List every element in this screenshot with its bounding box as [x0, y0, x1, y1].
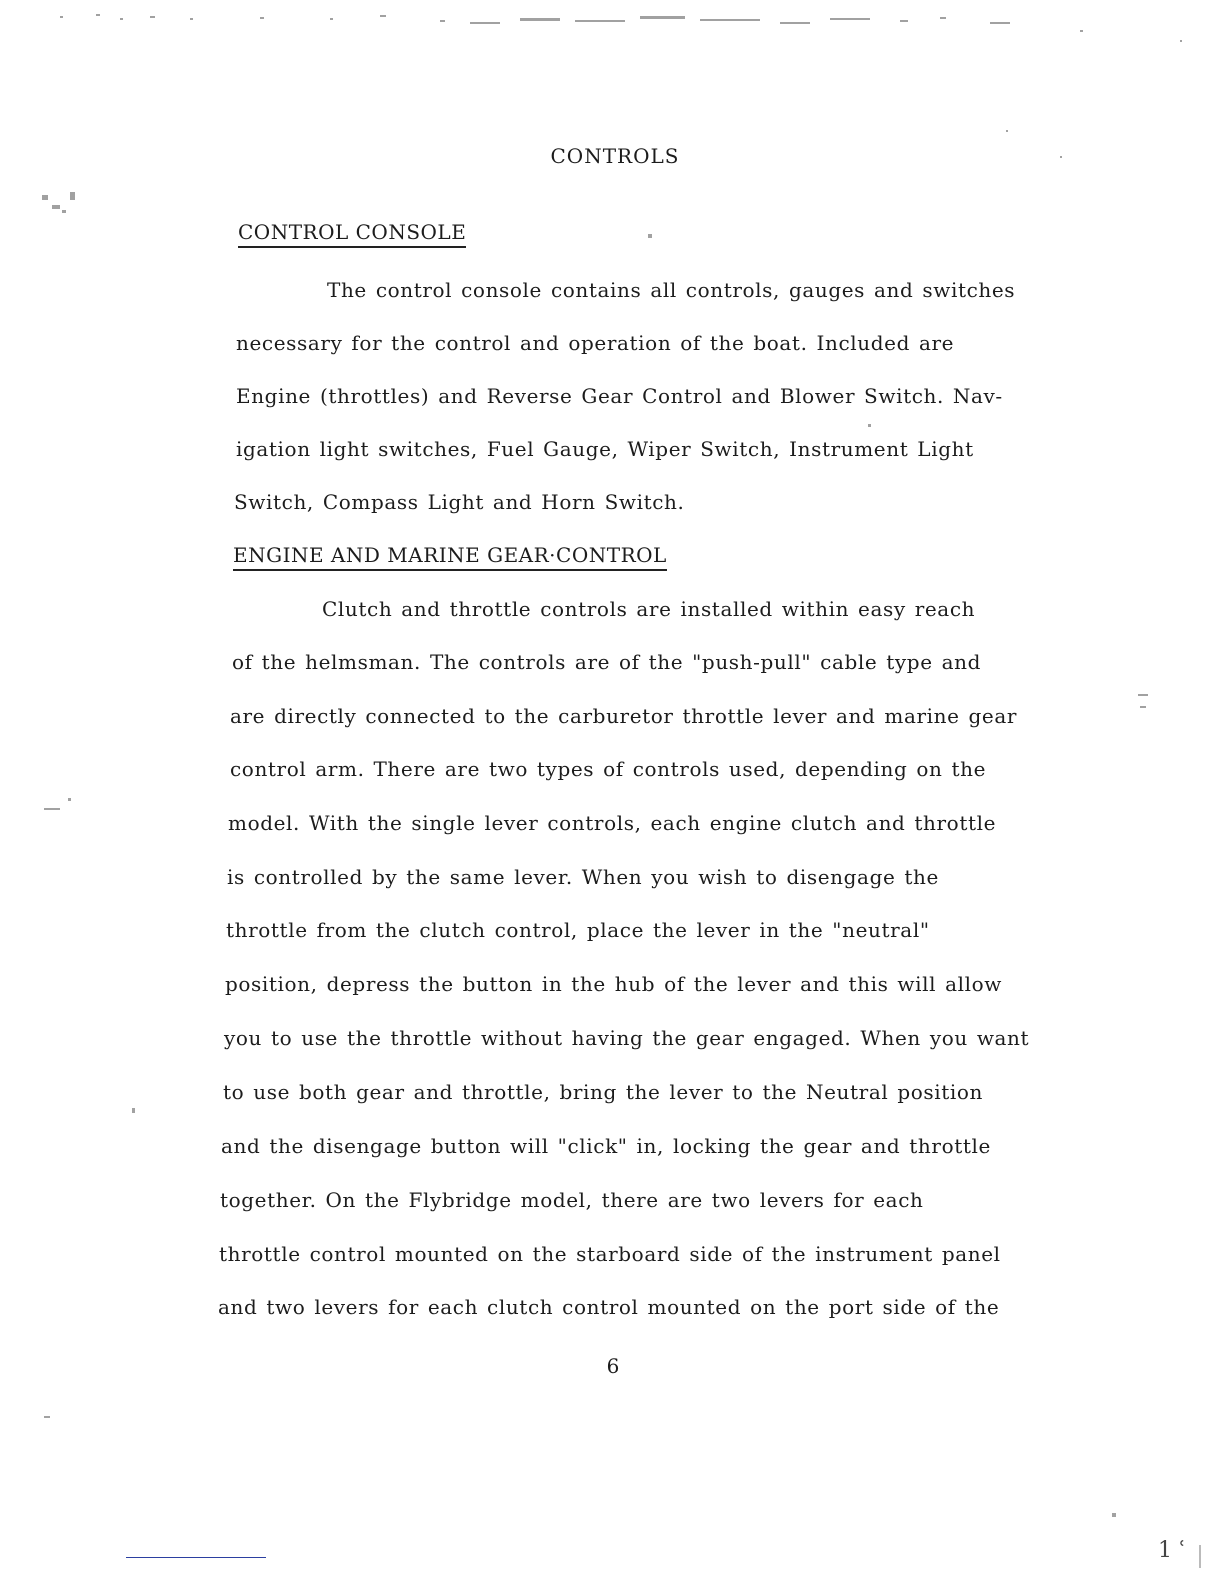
paragraph-line: you to use the throttle without having the gear engaged. When you want [224, 1026, 1030, 1050]
paragraph-line: is controlled by the same lever. When you wish to disengage the [227, 865, 939, 889]
paragraph-line: Switch, Compass Light and Horn Switch. [234, 490, 685, 514]
paragraph-line: Engine (throttles) and Reverse Gear Control and Blower Switch. Nav- [236, 384, 1003, 408]
page-number: 6 [606, 1354, 620, 1378]
paragraph-line: and the disengage button will "click" in, locking the gear and throttle [221, 1134, 991, 1158]
paragraph-line: igation light switches, Fuel Gauge, Wiper Switch, Instrument Light [236, 437, 974, 461]
paragraph-line: and two levers for each clutch control mounted on the port side of the [218, 1295, 1000, 1319]
paragraph-line: throttle control mounted on the starboard side of the instrument panel [219, 1242, 1001, 1266]
section-heading-engine-marine-gear-control: ENGINE AND MARINE GEAR·CONTROL [233, 543, 667, 571]
paragraph-line: throttle from the clutch control, place the lever in the "neutral" [226, 918, 930, 942]
handwritten-corner-mark: 1 ʿ [1158, 1538, 1186, 1563]
paragraph-line: Clutch and throttle controls are installed within easy reach [322, 597, 976, 621]
paragraph-line: of the helmsman. The controls are of the "push-pull" cable type and [232, 650, 981, 674]
paragraph-line: necessary for the control and operation of the boat. Included are [236, 331, 955, 355]
bottom-rule [126, 1557, 266, 1558]
paragraph-line: The control console contains all controls, gauges and switches [327, 278, 1016, 302]
section-heading-control-console: CONTROL CONSOLE [238, 220, 466, 248]
paragraph-line: model. With the single lever controls, each engine clutch and throttle [228, 811, 997, 835]
paragraph-line: position, depress the button in the hub of the lever and this will allow [225, 972, 1002, 996]
paragraph-line: to use both gear and throttle, bring the lever to the Neutral position [223, 1080, 983, 1104]
paragraph-line: are directly connected to the carburetor throttle lever and marine gear [230, 704, 1018, 728]
paragraph-line: together. On the Flybridge model, there are two levers for each [220, 1188, 924, 1212]
paragraph-line: control arm. There are two types of controls used, depending on the [230, 757, 987, 781]
page-title: CONTROLS [550, 144, 680, 168]
